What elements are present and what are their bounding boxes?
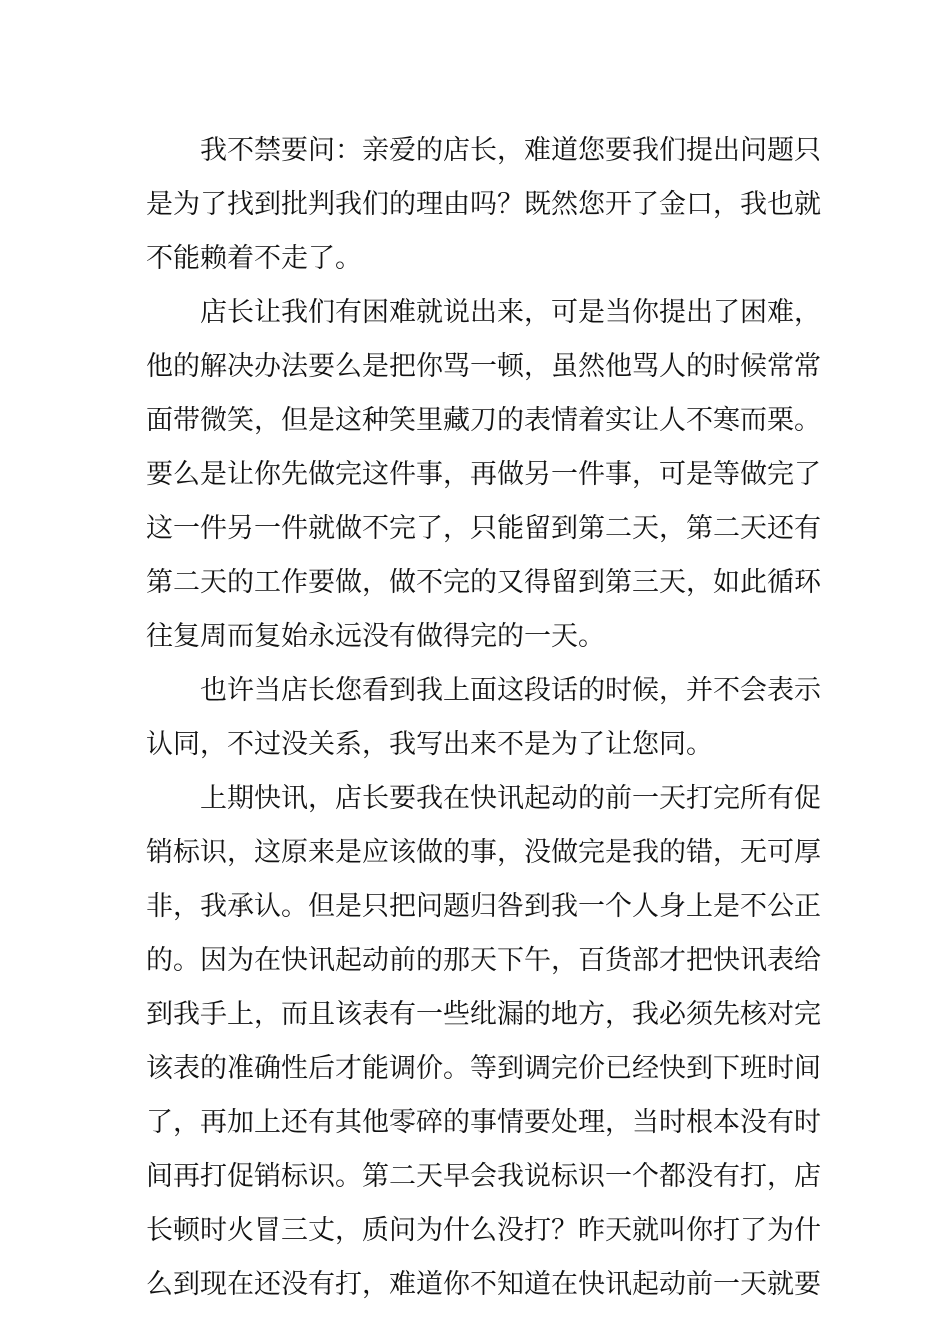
paragraph-4-line-6: 该表的准确性后才能调价。等到调完价已经快到下班时间 bbox=[146, 1053, 821, 1084]
paragraph-2-line-5: 这一件另一件就做不完了，只能留到第二天，第二天还有 bbox=[146, 513, 821, 544]
document-body bbox=[146, 124, 821, 1312]
paragraph-2-line-6: 第二天的工作要做，做不完的又得留到第三天，如此循环 bbox=[146, 567, 821, 598]
paragraph-4-line-5: 到我手上，而且该表有一些纰漏的地方，我必须先核对完 bbox=[146, 999, 821, 1030]
paragraph-4-line-1: 上期快讯，店长要我在快讯起动的前一天打完所有促 bbox=[200, 783, 821, 814]
paragraph-2-line-4: 要么是让你先做完这件事，再做另一件事，可是等做完了 bbox=[146, 459, 821, 490]
paragraph-4-line-10: 么到现在还没有打，难道你不知道在快讯起动前一天就要 bbox=[146, 1269, 821, 1300]
paragraph-4-line-4: 的。因为在快讯起动前的那天下午，百货部才把快讯表给 bbox=[146, 945, 821, 976]
paragraph-4-line-8: 间再打促销标识。第二天早会我说标识一个都没有打，店 bbox=[146, 1161, 821, 1192]
paragraph-4-line-3: 非，我承认。但是只把问题归咎到我一个人身上是不公正 bbox=[146, 891, 821, 922]
paragraph-3-line-1: 也许当店长您看到我上面这段话的时候，并不会表示 bbox=[200, 675, 821, 706]
paragraph-2-line-2: 他的解决办法要么是把你骂一顿，虽然他骂人的时候常常 bbox=[146, 351, 821, 382]
paragraph-1-line-2: 是为了找到批判我们的理由吗？既然您开了金口，我也就 bbox=[146, 189, 821, 220]
paragraph-2-line-7: 往复周而复始永远没有做得完的一天。 bbox=[146, 621, 605, 652]
paragraph-2-line-3: 面带微笑，但是这种笑里藏刀的表情着实让人不寒而栗。 bbox=[146, 405, 821, 436]
paragraph-1-line-1: 我不禁要问：亲爱的店长，难道您要我们提出问题只 bbox=[200, 135, 821, 166]
paragraph-4-line-9: 长顿时火冒三丈，质问为什么没打？昨天就叫你打了为什 bbox=[146, 1215, 821, 1246]
paragraph-2-line-1: 店长让我们有困难就说出来，可是当你提出了困难， bbox=[200, 297, 821, 328]
paragraph-1-line-3: 不能赖着不走了。 bbox=[146, 243, 362, 274]
paragraph-4-line-7: 了，再加上还有其他零碎的事情要处理，当时根本没有时 bbox=[146, 1107, 821, 1138]
paragraph-3-line-2: 认同，不过没关系，我写出来不是为了让您同。 bbox=[146, 729, 713, 760]
paragraph-4-line-2: 销标识，这原来是应该做的事，没做完是我的错，无可厚 bbox=[146, 837, 821, 868]
